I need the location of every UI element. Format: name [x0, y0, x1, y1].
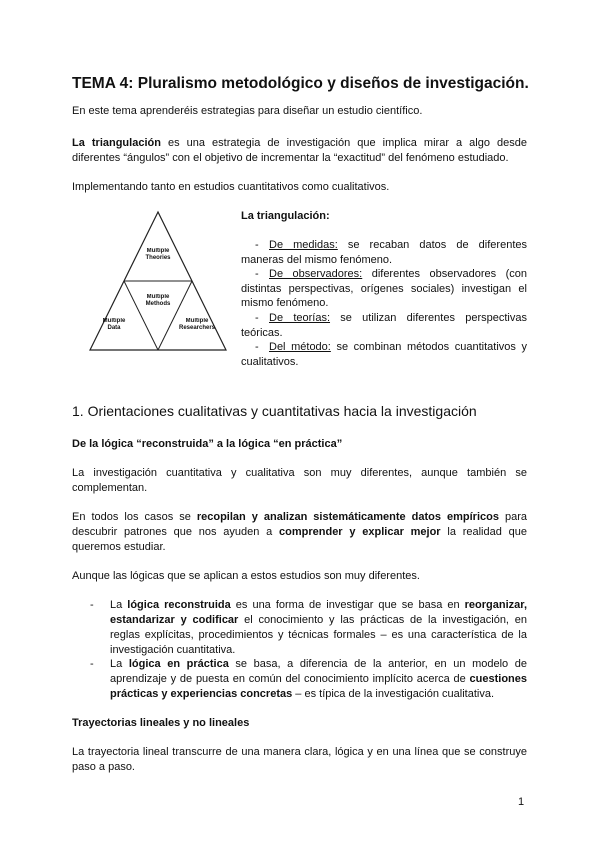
implementation-paragraph: Implementando tanto en estudios cuantitativos como cualitativos. [72, 181, 390, 193]
triangulation-definition-text: es una estrategia de investigación que implica mirar a algo desde diferentes “ángulos” con el objetivo de incrementar la “exactitud” del fenómeno estudiado. [72, 137, 527, 164]
diagram-label-top: Multiple Theories [145, 248, 171, 261]
triangulation-definition [72, 136, 527, 166]
section-subheading: De la lógica “reconstruida” a la lógica “en práctica” [72, 438, 343, 450]
paragraph-complement: La investigación cuantitativa y cualitativa son muy diferentes, aunque también se complementan. [72, 467, 527, 494]
paragraph-empirical: En todos los casos se recopilan y analizan sistemáticamente datos empíricos para descubrir patrones que nos ayuden a comprender y explicar mejor la realidad que queremos estudiar. [72, 511, 527, 553]
triangulation-types-list [241, 238, 527, 369]
diagram-label-right: Multiple Researchers [178, 318, 216, 331]
page-number: 1 [518, 796, 525, 808]
list-item: - La lógica en práctica se basa, a diferencia de la anterior, en un modelo de aprendizaje y de puesta en común del conocimiento implícito acerca de cuestiones prácticas y experiencias concretas – es típica de la investigación cualitativa. [90, 658, 527, 700]
diagram-label-center: Multiple Methods [145, 294, 171, 307]
triangulation-term: La triangulación [72, 137, 161, 149]
diagram-label-left: Multiple Data [102, 318, 126, 331]
list-item: - La lógica reconstruida es una forma de investigar que se basa en reorganizar, estandarizar y codificar el conocimiento y las prácticas de la investigación, en reglas explícitas, procedimientos y técnicas formales – es una característica de la investigación cuantitativa. [90, 599, 528, 656]
intro-paragraph: En este tema aprenderéis estrategias para diseñar un estudio científico. [72, 105, 423, 117]
triangulation-box-heading: La triangulación: [241, 210, 330, 222]
list-item: - De observadores: diferentes observadores (con distintas perspectivas, orígenes sociales) investigan el mismo fenómeno. [241, 268, 527, 310]
trajectories-heading: Trayectorias lineales y no lineales [72, 717, 250, 729]
section-heading: 1. Orientaciones cualitativas y cuantitativas hacia la investigación [72, 403, 477, 419]
paragraph-logics: Aunque las lógicas que se aplican a estos estudios son muy diferentes. [72, 570, 420, 582]
triangulation-diagram [88, 210, 228, 362]
list-item: - De medidas: se recaban datos de diferentes maneras del mismo fenómeno. [241, 239, 527, 266]
trajectories-paragraph: La trayectoria lineal transcurre de una manera clara, lógica y en una línea que se construye paso a paso. [72, 746, 527, 773]
page-title: TEMA 4: Pluralismo metodológico y diseños de investigación. [72, 75, 529, 92]
list-item: - De teorías: se utilizan diferentes perspectivas teóricas. [241, 311, 527, 339]
list-item: - Del método: se combinan métodos cuantitativos y cualitativos. [241, 341, 527, 368]
